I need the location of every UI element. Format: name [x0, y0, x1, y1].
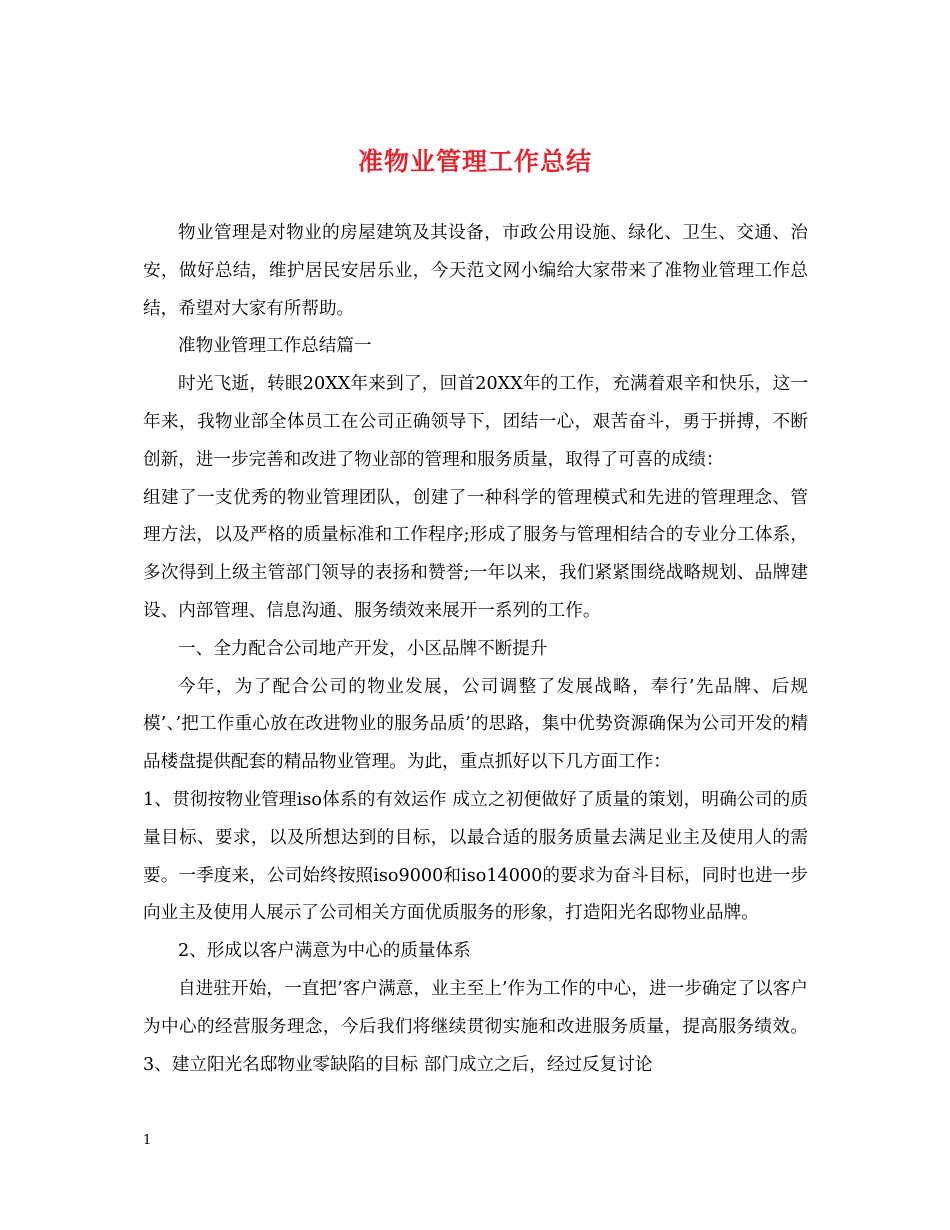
body-paragraph: 自进驻开始，一直把’客户满意，业主至上’作为工作的中心，进一步确定了以客户为中心的经营服务理念，今后我们将继续贯彻实施和改进服务质量，提高服务绩效。 3、建立阳光名邸物业零缺陷的目标 部门成立之后，经过反复讨论	[143, 978, 808, 1075]
body-paragraph: 组建了一支优秀的物业管理团队，创建了一种科学的管理模式和先进的管理理念、管理方法，以及严格的质量标准和工作程序;形成了服务与管理相结合的专业分工体系，多次得到上级主管部门领导的表扬和赞誉;一年以来，我们紧紧围绕战略规划、品牌建设、内部管理、信息沟通、服务绩效来展开一系列的工作。	[143, 487, 808, 621]
body-paragraph: 时光飞逝，转眼20XX年来到了，回首20XX年的工作，充满着艰辛和快乐，这一年来，我物业部全体员工在公司正确领导下，团结一心，艰苦奋斗，勇于拼搏，不断创新，进一步完善和改进了物业部的管理和服务质量，取得了可喜的成绩：	[143, 374, 808, 470]
intro-paragraph: 物业管理是对物业的房屋建筑及其设备，市政公用设施、绿化、卫生、交通、治安，做好总结，维护居民安居乐业，今天范文网小编给大家带来了准物业管理工作总结，希望对大家有所帮助。	[143, 223, 808, 319]
section-heading-part-one: 准物业管理工作总结篇一	[178, 336, 372, 357]
subsection-heading: 2、形成以客户满意为中心的质量体系	[178, 941, 471, 962]
body-paragraph: 1、贯彻按物业管理iso体系的有效运作 成立之初便做好了质量的策划，明确公司的质量目标、要求，以及所想达到的目标，以最合适的服务质量去满足业主及使用人的需要。一季度来，公司始终按照iso9000和iso14000的要求为奋斗目标，同时也进一步向业主及使用人展示了公司相关方面优质服务的形象，打造阳光名邸物业品牌。	[143, 789, 808, 924]
section-heading: 一、全力配合公司地产开发，小区品牌不断提升	[178, 638, 548, 659]
body-paragraph: 今年，为了配合公司的物业发展，公司调整了发展战略，奉行’先品牌、后规模’、’把工作重心放在改进物业的服务品质’的思路，集中优势资源确保为公司开发的精品楼盘提供配套的精品物业管理。为此，重点抓好以下几方面工作：	[143, 676, 808, 773]
document-title: 准物业管理工作总结	[357, 147, 592, 176]
page-number: 1	[143, 1133, 152, 1148]
document-body	[143, 215, 808, 1084]
